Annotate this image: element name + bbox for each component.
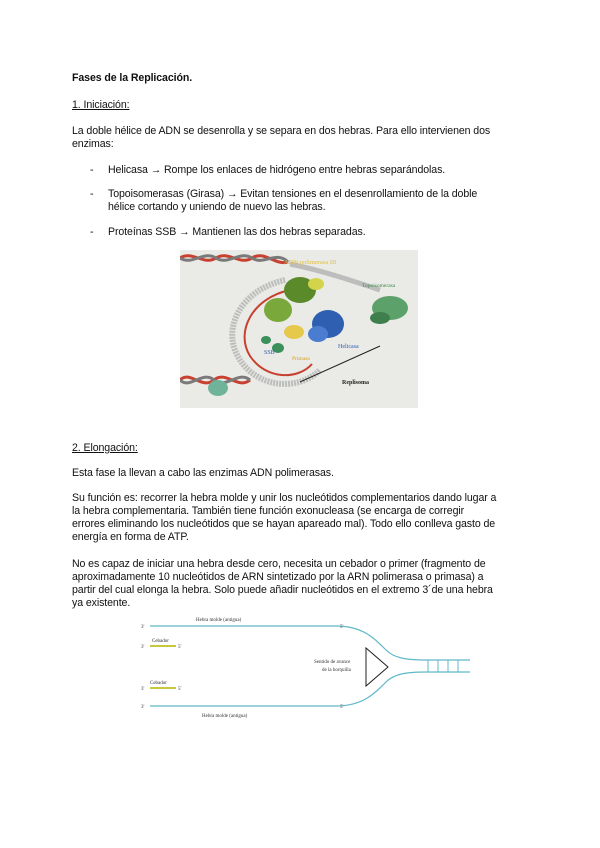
label-end-3d: 3' <box>141 705 145 710</box>
ssb-protein <box>261 336 271 344</box>
label-end-5a: 5' <box>340 625 344 630</box>
list-item-helicasa: Helicasa → Rompe los enlaces de hidrógeno entre hebras separándolas. <box>108 164 446 176</box>
topoisomerase-enzyme <box>370 312 390 324</box>
label-end-5b: 5' <box>178 645 182 650</box>
section2-heading: 2. Elongación: <box>72 442 138 454</box>
section2-p2-line3: errores eliminando los nucleótidos que se hayan apareado mal). Todo ello conlleva gasto de <box>72 518 496 530</box>
section2-p2-line4: energía en forma de ATP. <box>72 531 189 543</box>
list-bullet: - <box>90 226 94 238</box>
clamp-protein <box>308 278 324 290</box>
list-bullet: - <box>90 188 94 200</box>
label-end-3a: 3' <box>141 625 145 630</box>
list-item-topoisomerasas-line2: hélice cortando y uniendo de nuevo las hebras. <box>108 201 326 213</box>
primase-enzyme <box>284 325 304 339</box>
document-title: Fases de la Replicación. <box>72 72 193 84</box>
list-item-topoisomerasas-line1: Topoisomerasas (Girasa) → Evitan tensiones en el desenrollamiento de la doble <box>108 188 478 200</box>
label-end-5c: 5' <box>178 687 182 692</box>
section1-heading: 1. Iniciación: <box>72 99 130 111</box>
label-end-5d: 5' <box>340 705 344 710</box>
top-parental-strand <box>336 626 470 660</box>
label-cebador-1: Cebador <box>152 639 169 644</box>
label-primasa: Primasa <box>292 356 310 362</box>
section1-intro-line1: La doble hélice de ADN se desenrolla y se separa en dos hebras. Para ello intervienen dos <box>72 125 491 137</box>
label-polimerasa: ADN polimerasa III <box>284 259 337 266</box>
replication-fork-diagram <box>136 612 472 722</box>
ligase-enzyme <box>208 380 228 396</box>
list-bullet: - <box>90 164 94 176</box>
base-pair-rungs <box>428 660 458 672</box>
helicase-enzyme <box>308 326 328 342</box>
polymerase-enzyme <box>264 298 292 322</box>
label-end-3c: 3' <box>141 687 145 692</box>
section2-p3-line1: No es capaz de iniciar una hebra desde cero, necesita un cebador o primer (fragmento de <box>72 558 486 570</box>
section2-p2-line2: la hebra complementaria. También tiene función exonucleasa (se encarga de corregir <box>72 505 465 517</box>
list-item-ssb: Proteínas SSB → Mantienen las dos hebras separadas. <box>108 226 366 238</box>
section2-p2-line1: Su función es: recorrer la hebra molde y unir los nucleótidos complementarios dando lugar a <box>72 492 497 504</box>
replication-fork-illustration <box>180 250 418 408</box>
label-ssb: SSB <box>264 350 275 356</box>
section2-p3-line2: aproximadamente 10 nucleótidos de ARN sintetizado por la ARN polimerasa o primasa) a <box>72 571 484 583</box>
label-sentido-2: de la horquilla <box>322 668 351 673</box>
label-end-3b: 3' <box>141 645 145 650</box>
bottom-parental-strand <box>336 672 470 706</box>
label-topoisomerasa: Topoisomerasa <box>362 283 396 289</box>
label-bottom-strand: Hebra molde (antigua) <box>202 714 248 719</box>
label-helicasa: Helicasa <box>338 344 359 350</box>
section1-intro-line2: enzimas: <box>72 138 114 150</box>
label-replisoma: Replisoma <box>342 380 369 386</box>
section2-paragraph1: Esta fase la llevan a cabo las enzimas ADN polimerasas. <box>72 467 334 479</box>
label-sentido-1: Sentido de avance <box>314 660 351 665</box>
fork-direction-arrow <box>366 648 388 686</box>
section2-p3-line4: ya existente. <box>72 597 131 609</box>
label-cebador-2: Cebador <box>150 681 167 686</box>
section2-p3-line3: partir del cual elonga la hebra. Solo puede añadir nucleótidos en el extremo 3´de una hebra <box>72 584 493 596</box>
label-top-strand: Hebra molde (antigua) <box>196 618 242 623</box>
